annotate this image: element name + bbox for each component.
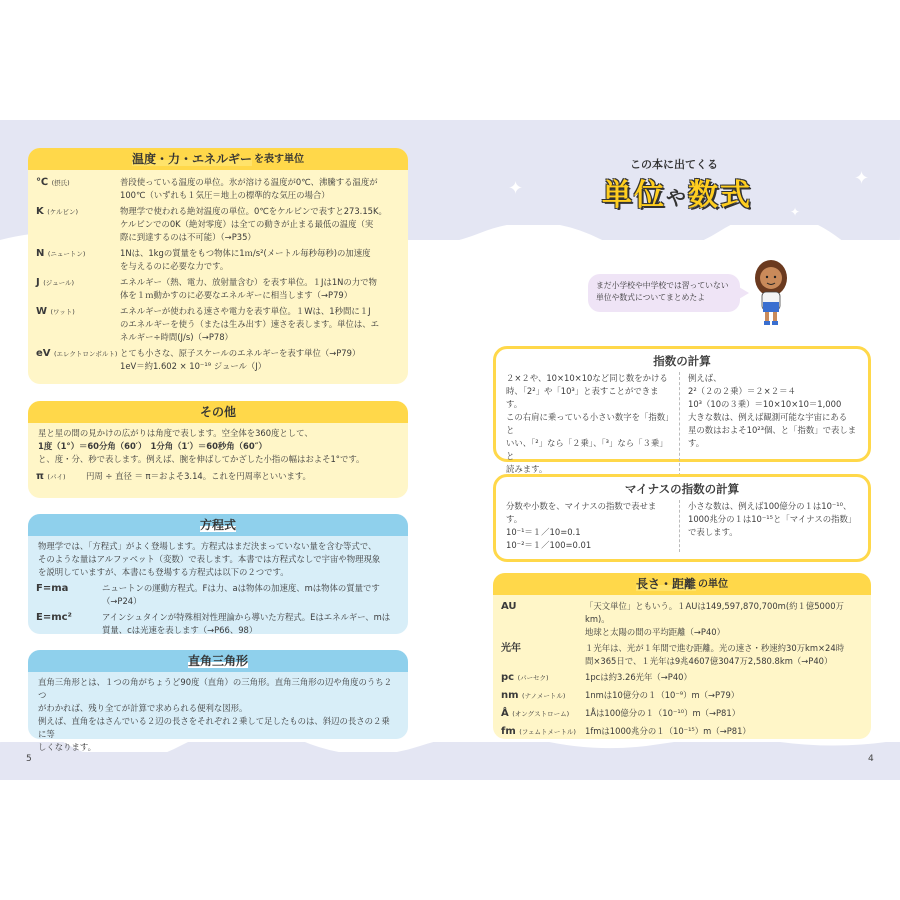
speech-bubble bbox=[588, 274, 740, 312]
unit-key: fm (フェムトメートル) bbox=[501, 726, 576, 737]
box-heading: その他 bbox=[28, 401, 408, 423]
unit-row bbox=[36, 347, 400, 373]
box-heading bbox=[28, 148, 408, 170]
unit-row bbox=[36, 205, 400, 244]
title-subheading: この本に出てくる bbox=[630, 158, 718, 171]
girl-character-illustration bbox=[748, 258, 794, 326]
box-heading: マイナスの指数の計算 bbox=[624, 482, 740, 496]
unit-row bbox=[501, 707, 863, 721]
exponent-columns bbox=[506, 372, 858, 476]
page-title bbox=[602, 170, 752, 214]
unit-row bbox=[501, 642, 863, 668]
pi-row bbox=[36, 470, 400, 484]
box-heading: 方程式 bbox=[28, 514, 408, 536]
unit-description: エネルギー（熱、電力、放射量含む）を表す単位。１Jは1Nの力で物 体を１ｍ動かすのに必要なエネルギーに相当します（→P79） bbox=[120, 277, 377, 300]
box-heading-main: 温度・力・エネルギー bbox=[131, 151, 252, 166]
unit-description: 1fmは1000兆分の１（10⁻¹⁵）m（→P81） bbox=[585, 726, 751, 736]
unit-description: とても小さな、原子スケールのエネルギーを表す単位（→P79） 1eV＝約1.602 × 10⁻¹⁹ ジュール（J） bbox=[120, 348, 361, 371]
unit-key: J (ジュール) bbox=[36, 277, 75, 288]
title-word-ya: や bbox=[666, 186, 688, 210]
sparkle-icon: ✦ bbox=[508, 178, 524, 199]
box-heading: 直角三角形 bbox=[28, 650, 408, 672]
page-number-right: 4 bbox=[868, 754, 874, 764]
equation-description: アインシュタインが特殊相対性理論から導いた方程式。Eはエネルギー、mは 質量、cは光速を表します（→P66、98） bbox=[102, 612, 391, 635]
equation-box bbox=[28, 514, 408, 634]
other-box bbox=[28, 401, 408, 498]
unit-description: 1Nは、1kgの質量をもつ物体に1ｍ/s²(メートル毎秒毎秒)の加速度 を与えるのに必要な力です。 bbox=[120, 248, 371, 271]
unit-row bbox=[36, 247, 400, 273]
exponent-box bbox=[493, 346, 871, 474]
negative-exponent-box bbox=[493, 474, 871, 562]
equation-intro: 物理学では、「方程式」がよく登場します。方程式はまだ決まっていない量を含む等式で、 そのような量はアルファベット（変数）で表します。本書では方程式なしで宇宙や物理現象 を説明していますが、本書にも登場する方程式は以下の２つです。 bbox=[38, 541, 381, 577]
unit-row bbox=[36, 176, 400, 202]
unit-description: 1pcは約3.26光年（→P40） bbox=[585, 672, 692, 682]
unit-key: W (ワット) bbox=[36, 306, 75, 317]
unit-key: nm (ナノメートル) bbox=[501, 690, 566, 701]
sparkle-icon: ✦ bbox=[790, 205, 801, 219]
unit-key: K (ケルビン) bbox=[36, 206, 78, 217]
box-heading: 指数の計算 bbox=[653, 354, 711, 368]
unit-row bbox=[501, 689, 863, 703]
negative-exponent-columns bbox=[506, 500, 858, 552]
title-word-units: 単位 bbox=[602, 178, 666, 213]
exponent-right: 例えば、 2²（２の２乗）＝２×２＝４ 10³（10の３乗）＝10×10×10＝1,000 大きな数は、例えば観測可能な宇宙にある 星の数はおよそ10²³個、と「指数」で表します。 bbox=[688, 373, 857, 448]
negative-exponent-left: 分数や小数を、マイナスの指数で表せます。 10⁻¹＝１／10=0.1 10⁻²＝１／100=0.01 bbox=[506, 500, 680, 552]
equation-description: ニュートンの運動方程式。Fは力、aは物体の加速度、mは物体の質量です（→P24） bbox=[102, 583, 380, 606]
equation-key: F=ma bbox=[36, 583, 69, 594]
unit-key: 光年 bbox=[501, 643, 521, 654]
box-heading-suffix: を表す単位 bbox=[254, 153, 304, 165]
unit-row bbox=[36, 276, 400, 302]
sparkle-icon: ✦ bbox=[854, 168, 870, 189]
pi-description: 円周 ÷ 直径 ＝ π＝およそ3.14。これを円周率といいます。 bbox=[86, 471, 311, 481]
unit-key: ℃ (摂氏) bbox=[36, 177, 70, 188]
box-heading: 長さ・距離 の単位 bbox=[493, 573, 871, 595]
unit-key: AU bbox=[501, 601, 517, 612]
page-number-left: 5 bbox=[26, 754, 32, 764]
unit-key: N (ニュートン) bbox=[36, 248, 86, 259]
unit-description: １光年は、光が１年間で進む距離。光の速さ・秒速約30万km×24時 間×365日で、１光年は9兆4607億3047万2,580.8km（→P40） bbox=[585, 643, 845, 666]
temperature-force-energy-units-box bbox=[28, 148, 408, 384]
right-triangle-box bbox=[28, 650, 408, 752]
unit-description: エネルギーが使われる速さや電力を表す単位。１Wは、1秒間に１J のエネルギーを使う（または生み出す）速さを表します。単位は、エ ネルギー÷時間(J/s)（→P78） bbox=[120, 306, 379, 342]
unit-description: 物理学で使われる絶対温度の単位。0℃をケルビンで表すと273.15K。 ケルビンでの0K（絶対零度）は全ての動きが止まる最低の温度（実 際に到達するのは不可能）（→P35） bbox=[120, 206, 387, 242]
title-word-formulas: 数式 bbox=[688, 178, 752, 213]
bubble-line: まだ小学校や中学校では習っていない bbox=[596, 281, 729, 290]
exponent-left: ２×２や、10×10×10など同じ数をかける 時、「2²」や「10³」と表すことができます。 この右肩に乗っている小さい数字を「指数」と いい、「²」なら「２乗」、「³」なら「３乗」と 読みます。 bbox=[506, 372, 680, 476]
unit-description: 1nmは10億分の１（10⁻⁹）m（→P79） bbox=[585, 690, 740, 700]
unit-row bbox=[501, 725, 863, 739]
length-distance-units-box bbox=[493, 573, 871, 739]
unit-key: pc (パーセク) bbox=[501, 672, 549, 683]
unit-key: Å (オングストローム) bbox=[501, 708, 570, 719]
unit-row bbox=[501, 671, 863, 685]
right-triangle-text: 直角三角形とは、１つの角がちょうど90度（直角）の三角形。直角三角形の辺や角度のうち２つ がわかれば、残り全てが計算で求められる便利な図形。 例えば、直角をはさんでいる２辺の長さをそれぞれ２乗して足したものは、斜辺の長さの２乗に等 しくなります。 bbox=[38, 677, 393, 752]
unit-row bbox=[501, 600, 863, 639]
equation-key: E=mc² bbox=[36, 612, 72, 623]
unit-description: 1Åは100億分の１（10⁻¹⁰）m（→P81） bbox=[585, 708, 741, 718]
equation-row bbox=[36, 611, 400, 637]
other-text: 星と星の間の見かけの広がりは角度で表します。空全体を360度として、 1度（1°）＝60分角（60′） 1分角（1′）＝60秒角（60″） と、度・分、秒で表します。例えば、腕を伸ばしてかざした小指の幅はおよそ1°です。 bbox=[38, 428, 365, 464]
unit-key: eV (エレクトロンボルト) bbox=[36, 348, 118, 359]
bubble-line: 単位や数式についてまとめたよ bbox=[596, 293, 705, 302]
equation-row bbox=[36, 582, 400, 608]
pi-key: π (パイ) bbox=[36, 471, 66, 482]
unit-row bbox=[36, 305, 400, 344]
unit-description: 「天文単位」ともいう。１AUは149,597,870,700m(約１億5000万km)。 地球と太陽の間の平均距離（→P40） bbox=[585, 601, 844, 637]
unit-description: 普段使っている温度の単位。氷が溶ける温度が0℃、沸騰する温度が 100℃（いずれも１気圧＝地上の標準的な気圧の場合） bbox=[120, 177, 378, 200]
negative-exponent-right: 小さな数は、例えば100億分の１は10⁻¹⁰、 1000兆分の１は10⁻¹⁵と「マイナスの指数」 で表します。 bbox=[688, 501, 857, 537]
